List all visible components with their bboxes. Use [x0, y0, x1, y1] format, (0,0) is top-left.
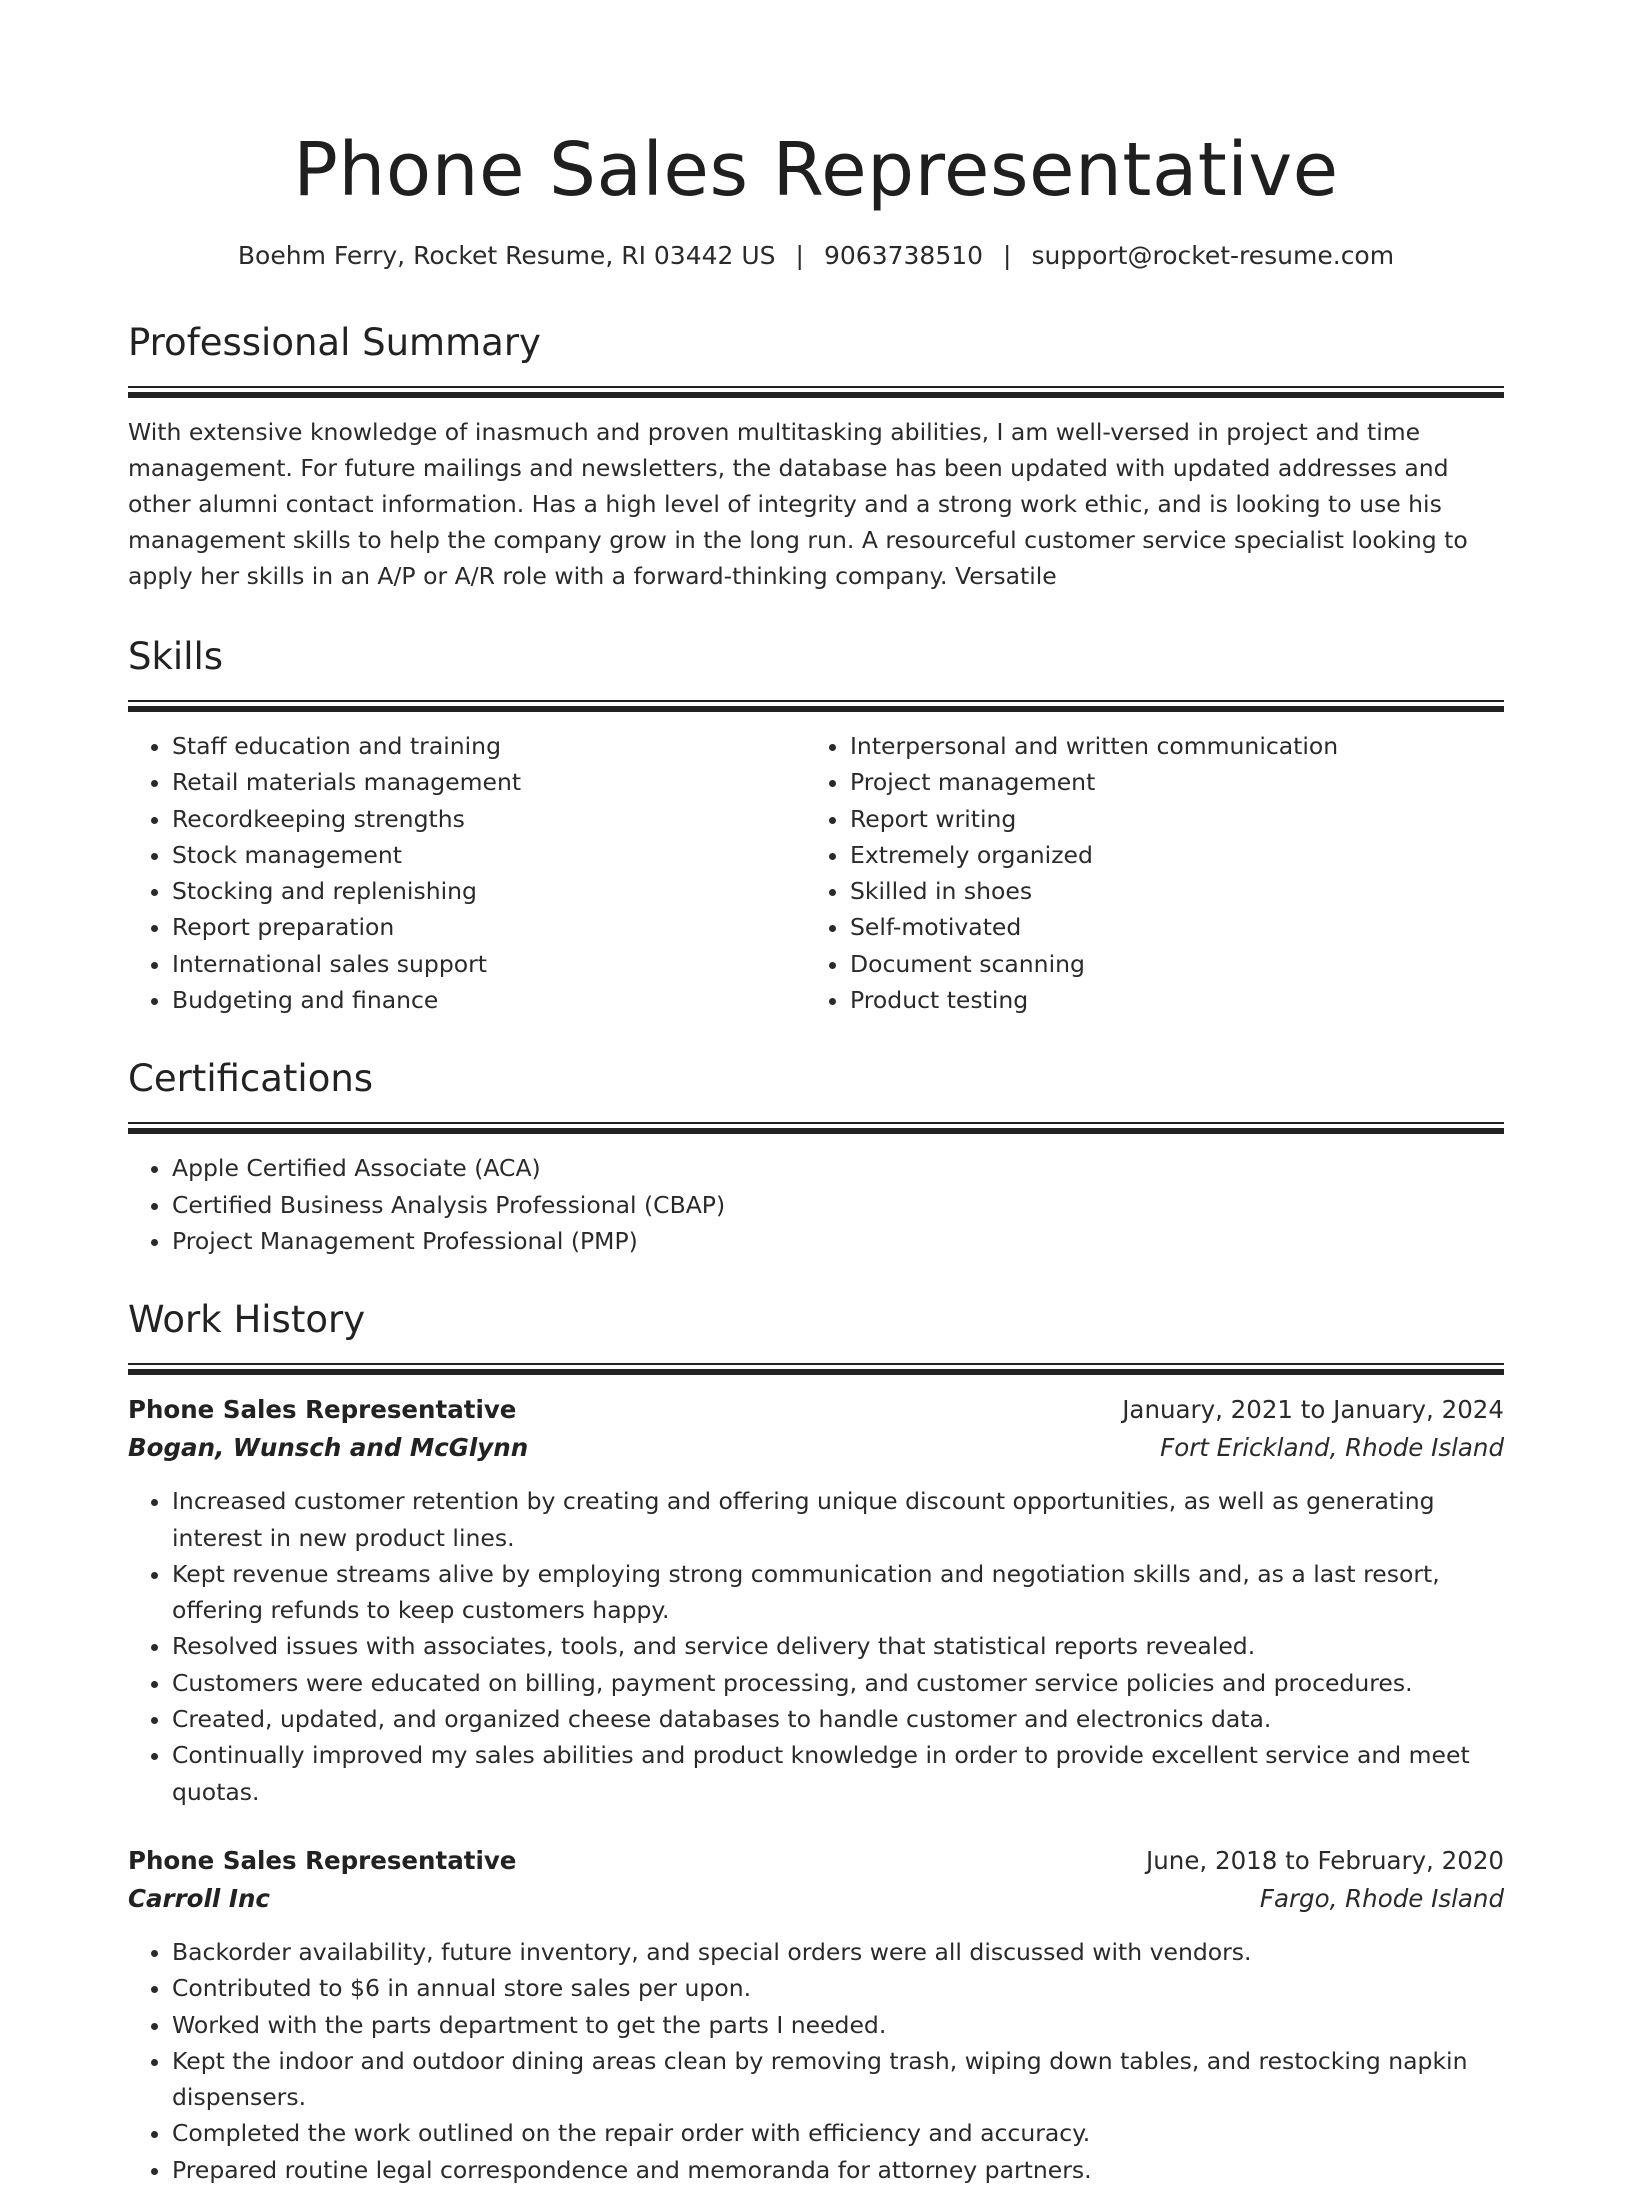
job-bullet-list: [128, 1483, 1504, 1810]
section-title-skills: Skills: [128, 635, 224, 678]
skill-item: • Self-motivated: [850, 909, 1484, 945]
job-bullet: • Customers were educated on billing, payment processing, and customer service policies and procedures.: [172, 1665, 1504, 1701]
job-bullet: • Completed the work outlined on the repair order with efficiency and accuracy.: [172, 2115, 1504, 2151]
job-bullet: • Created, updated, and organized cheese databases to handle customer and electronics data.: [172, 1701, 1504, 1737]
job-bullet: • Backorder availability, future inventory, and special orders were all discussed with vendors.: [172, 1934, 1504, 1970]
contact-line: [128, 238, 1504, 274]
resume-name: Phone Sales Representative: [293, 127, 1339, 213]
summary-section: [128, 318, 1504, 594]
contact-phone: 9063738510: [823, 241, 984, 270]
skills-column-left: [128, 728, 806, 1018]
section-title-certifications: Certifications: [128, 1057, 374, 1101]
skill-item: • Report writing: [850, 801, 1484, 837]
job-entry: [128, 1842, 1504, 2188]
job-header-row: [128, 1842, 1504, 1880]
job-subheader-row: [128, 1429, 1504, 1467]
skill-item: • Retail materials management: [172, 764, 806, 800]
job-bullet-list: [128, 1934, 1504, 2188]
section-title-work-history: Work History: [128, 1298, 366, 1342]
skill-item: • Recordkeeping strengths: [172, 801, 806, 837]
skills-list-right: [806, 728, 1484, 1018]
certification-item: • Certified Business Analysis Professional (CBAP): [172, 1187, 1504, 1223]
job-title: Phone Sales Representative: [128, 1395, 517, 1425]
resume-page: [128, 0, 1504, 2188]
job-bullet: • Prepared routine legal correspondence and memoranda for attorney partners.: [172, 2152, 1504, 2188]
skill-item: • Document scanning: [850, 946, 1484, 982]
job-dates: January, 2021 to January, 2024: [1122, 1395, 1504, 1425]
job-bullet: • Increased customer retention by creating and offering unique discount opportunities, as well as generating interest in new product lines.: [172, 1483, 1504, 1556]
job-bullet: • Continually improved my sales abilities and product knowledge in order to provide excellent service and meet quotas.: [172, 1737, 1504, 1810]
contact-separator: |: [1003, 241, 1012, 270]
job-bullet: • Kept revenue streams alive by employing strong communication and negotiation skills and, as a last resort, offering refunds to keep customers happy.: [172, 1556, 1504, 1629]
job-dates: June, 2018 to February, 2020: [1146, 1845, 1504, 1875]
skills-column-right: [806, 728, 1484, 1018]
certifications-list: [128, 1150, 1504, 1259]
contact-email: support@rocket-resume.com: [1031, 241, 1395, 270]
skill-item: • Budgeting and finance: [172, 982, 806, 1018]
skills-list-left: [128, 728, 806, 1018]
skill-item: • Stock management: [172, 837, 806, 873]
work-history-section: [128, 1295, 1504, 2188]
summary-text: With extensive knowledge of inasmuch and proven multitasking abilities, I am well-versed in project and time management. For future mailings and newsletters, the database has been updated with updated addresses and other alumni contact information. Has a high level of integrity and a strong work ethic, and is looking to use his management skills to help the company grow in the long run. A resourceful customer service specialist looking to apply her skills in an A/P or A/R role with a forward-thinking company. Versatile: [128, 418, 1468, 590]
job-entry: [128, 1391, 1504, 1810]
job-location: Fargo, Rhode Island: [1259, 1883, 1504, 1913]
skill-item: • Staff education and training: [172, 728, 806, 764]
certification-item: • Apple Certified Associate (ACA): [172, 1150, 1504, 1186]
job-header-row: [128, 1391, 1504, 1429]
skill-item: • Interpersonal and written communication: [850, 728, 1484, 764]
job-company: Bogan, Wunsch and McGlynn: [128, 1433, 529, 1463]
job-bullet: • Worked with the parts department to get the parts I needed.: [172, 2007, 1504, 2043]
certification-item: • Project Management Professional (PMP): [172, 1223, 1504, 1259]
contact-address: Boehm Ferry, Rocket Resume, RI 03442 US: [237, 241, 776, 270]
skill-item: • Extremely organized: [850, 837, 1484, 873]
section-divider: [128, 700, 1504, 712]
section-divider: [128, 386, 1504, 398]
section-divider: [128, 1363, 1504, 1375]
job-company: Carroll Inc: [128, 1883, 270, 1913]
job-location: Fort Erickland, Rhode Island: [1160, 1433, 1504, 1463]
job-bullet: • Resolved issues with associates, tools, and service delivery that statistical reports revealed.: [172, 1628, 1504, 1664]
job-subheader-row: [128, 1880, 1504, 1918]
section-divider: [128, 1122, 1504, 1134]
skill-item: • Skilled in shoes: [850, 873, 1484, 909]
skill-item: • Stocking and replenishing: [172, 873, 806, 909]
skills-section: [128, 632, 1504, 1018]
skill-item: • Report preparation: [172, 909, 806, 945]
skill-item: • Project management: [850, 764, 1484, 800]
job-bullet: • Contributed to $6 in annual store sales per upon.: [172, 1970, 1504, 2006]
certifications-section: [128, 1054, 1504, 1259]
skill-item: • International sales support: [172, 946, 806, 982]
skill-item: • Product testing: [850, 982, 1484, 1018]
job-title: Phone Sales Representative: [128, 1845, 517, 1875]
contact-separator: |: [795, 241, 804, 270]
job-bullet: • Kept the indoor and outdoor dining areas clean by removing trash, wiping down tables, and restocking napkin dispensers.: [172, 2043, 1504, 2116]
skills-grid: [128, 728, 1504, 1018]
section-title-summary: Professional Summary: [128, 321, 541, 364]
